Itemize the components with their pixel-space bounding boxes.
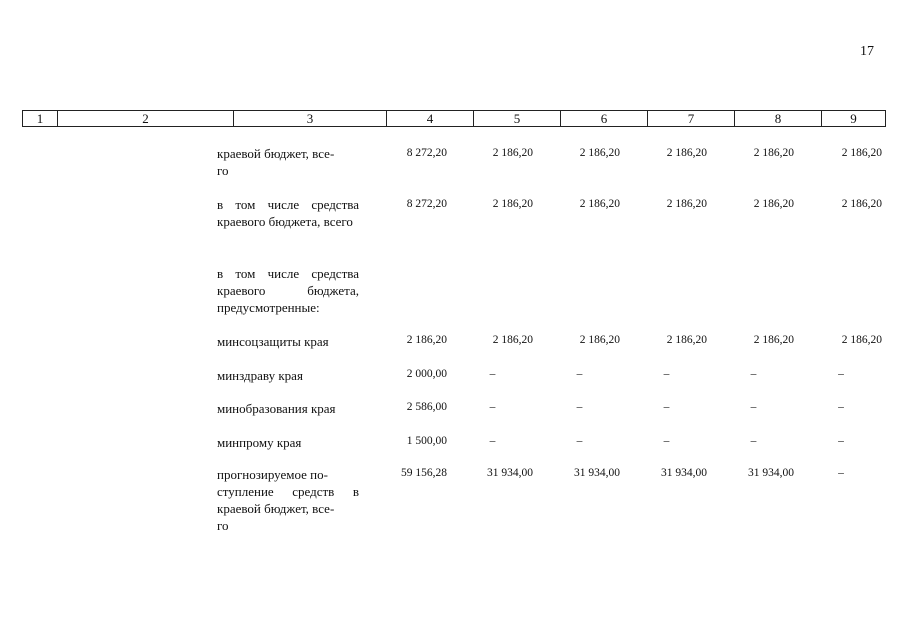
header-col-5: 5 (473, 111, 560, 126)
row-value-col-5: – (489, 368, 496, 380)
header-col-3: 3 (233, 111, 386, 126)
header-col-2: 2 (57, 111, 233, 126)
row-value-col-5: 2 186,20 (492, 334, 533, 346)
header-col-4: 4 (386, 111, 473, 126)
row-value-col-8: – (750, 368, 757, 380)
row-value-col-4: 2 186,20 (406, 334, 447, 346)
row-value-col-7: 2 186,20 (666, 334, 707, 346)
row-value-col-4: 2 000,00 (406, 368, 447, 380)
row-value-col-8: – (750, 435, 757, 447)
row-description: краевой бюджет, все- го (217, 146, 335, 178)
row-value-col-6: – (576, 368, 583, 380)
row-description: минпрому края (217, 435, 302, 450)
row-value-col-5: 31 934,00 (487, 467, 533, 479)
row-value-col-9: – (838, 368, 844, 380)
row-value-col-6: – (576, 401, 583, 413)
row-value-col-9: – (838, 435, 844, 447)
row-value-col-9: 2 186,20 (841, 198, 882, 210)
row-value-col-4: 2 586,00 (406, 401, 447, 413)
row-value-col-7: 31 934,00 (661, 467, 707, 479)
header-col-7: 7 (647, 111, 734, 126)
header-col-8: 8 (734, 111, 821, 126)
row-value-col-8: 2 186,20 (753, 198, 794, 210)
row-description: в том числе средства краевого бюджета, предусмотренные: (217, 266, 359, 315)
row-value-col-9: – (838, 401, 844, 413)
row-value-col-5: – (489, 401, 496, 413)
row-value-col-9: 2 186,20 (841, 147, 882, 159)
row-value-col-5: 2 186,20 (492, 147, 533, 159)
row-value-col-7: 2 186,20 (666, 147, 707, 159)
header-col-9: 9 (821, 111, 885, 126)
row-description: минздраву края (217, 368, 303, 383)
table-header-row (22, 110, 886, 127)
row-value-col-6: 31 934,00 (574, 467, 620, 479)
page-number: 17 (860, 44, 874, 59)
row-value-col-8: 31 934,00 (748, 467, 794, 479)
row-description: минобразования края (217, 401, 336, 416)
header-col-6: 6 (560, 111, 647, 126)
row-value-col-6: 2 186,20 (579, 198, 620, 210)
row-description: прогнозируемое по- ступление средств в краевой бюджет, все- го (217, 467, 359, 533)
row-value-col-7: – (663, 401, 670, 413)
row-value-col-4: 8 272,20 (406, 198, 447, 210)
row-description: минсоцзащиты края (217, 334, 329, 349)
row-value-col-4: 59 156,28 (401, 467, 447, 479)
row-value-col-6: – (576, 435, 583, 447)
header-col-1: 1 (36, 111, 44, 126)
row-value-col-4: 1 500,00 (406, 435, 447, 447)
row-value-col-6: 2 186,20 (579, 147, 620, 159)
row-value-col-8: 2 186,20 (753, 334, 794, 346)
row-description: в том числе средства краевого бюджета, всего (217, 197, 359, 229)
row-value-col-7: – (663, 435, 670, 447)
row-value-col-9: – (838, 467, 844, 479)
row-value-col-8: – (750, 401, 757, 413)
row-value-col-7: 2 186,20 (666, 198, 707, 210)
row-value-col-8: 2 186,20 (753, 147, 794, 159)
row-value-col-4: 8 272,20 (406, 147, 447, 159)
row-value-col-9: 2 186,20 (841, 334, 882, 346)
row-value-col-7: – (663, 368, 670, 380)
row-value-col-6: 2 186,20 (579, 334, 620, 346)
row-value-col-5: 2 186,20 (492, 198, 533, 210)
row-value-col-5: – (489, 435, 496, 447)
